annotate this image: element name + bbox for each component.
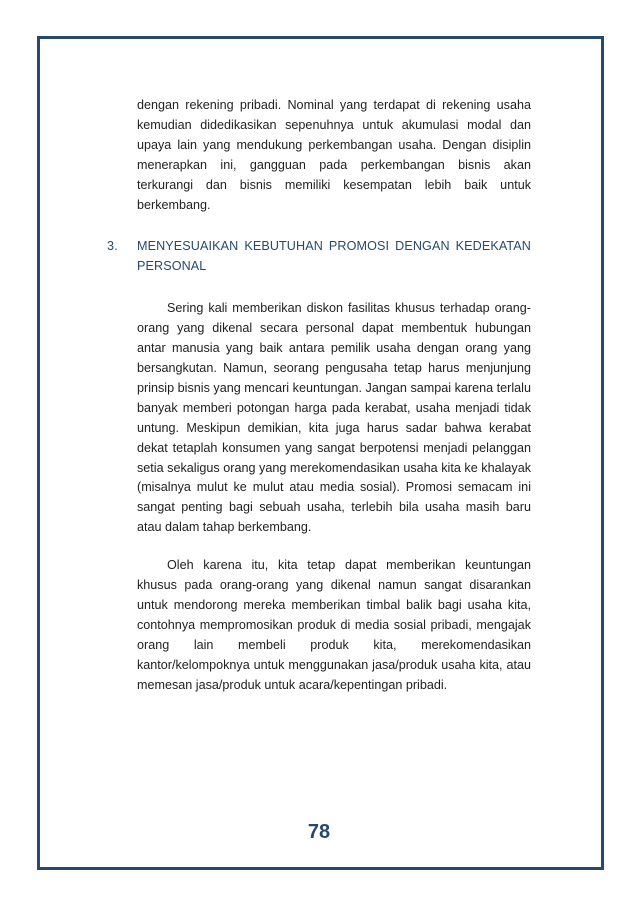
section-title: MENYESUAIKAN KEBUTUHAN PROMOSI DENGAN KEDEKATAN PERSONAL (137, 239, 531, 274)
paragraph-continued: dengan rekening pribadi. Nominal yang terdapat di rekening usaha kemudian didedikasikan sepenuhnya untuk akumulasi modal dan upaya lain yang mendukung perkembangan usaha. Dengan disiplin menerapkan ini, gangguan pada perkembangan bisnis akan terkurangi dan bisnis memiliki kesempatan lebih baik untuk berkembang. (137, 98, 531, 212)
paragraph-promo-discount: Sering kali memberikan diskon fasilitas khusus terhadap orang-orang yang dikenal secara personal dapat membentuk hubungan antar manusia yang baik antara pemilik usaha dengan orang yang bersangkutan. Namun, seorang pengusaha tetap harus menjunjung prinsip bisnis yang mencari keuntungan. Jangan sampai karena terlalu banyak memberi potongan harga pada kerabat, usaha menjadi tidak untung. Meskipun demikian, kita juga harus sadar bahwa kerabat dekat tetaplah konsumen yang sangat berpotensi menjadi pelanggan setia sekaligus orang yang merekomendasikan usaha kita ke khalayak (misalnya mulut ke mulut atau media sosial). Promosi semacam ini sangat penting bagi sebuah usaha, terlebih bila usaha masih baru atau dalam tahap berkembang. (137, 301, 531, 535)
page-number: 78 (307, 821, 331, 843)
section-number: 3. (107, 239, 118, 254)
section-heading (107, 237, 531, 277)
page-body (107, 96, 531, 695)
paragraph-reciprocity: Oleh karena itu, kita tetap dapat memberikan keuntungan khusus pada orang-orang yang dikenal namun sangat disarankan untuk mendorong mereka memberikan timbal balik bagi usaha kita, contohnya mempromosikan produk di media sosial pribadi, mengajak orang lain membeli produk kita, merekomendasikan kantor/kelompoknya untuk menggunakan jasa/produk usaha kita, atau memesan jasa/produk untuk acara/kepentingan pribadi. (137, 558, 531, 692)
